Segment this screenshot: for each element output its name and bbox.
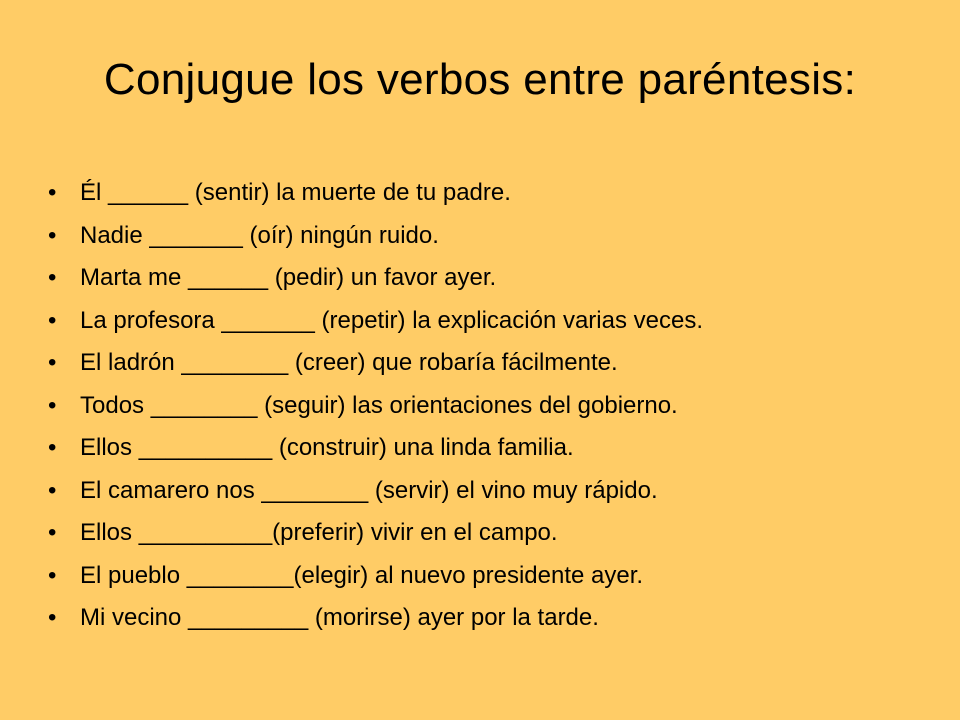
bullet-icon: •	[48, 604, 57, 631]
bullet-icon: •	[48, 179, 57, 206]
list-item	[48, 433, 928, 463]
bullet-icon: •	[48, 349, 57, 376]
list-item	[48, 476, 928, 506]
bullet-icon: •	[48, 561, 57, 589]
sentence-text: El pueblo ________(elegir) al nuevo presidente ayer.	[80, 561, 644, 589]
list-item	[48, 561, 928, 591]
sentence-text: El ladrón ________ (creer) que robaría fácilmente.	[80, 349, 618, 376]
bullet-icon: •	[48, 221, 57, 249]
list-item	[48, 306, 928, 336]
list-item	[48, 391, 928, 421]
slide-title: Conjugue los verbos entre paréntesis:	[103, 55, 857, 104]
sentence-text: Ellos __________(preferir) vivir en el campo.	[80, 519, 558, 546]
exercise-list	[48, 178, 928, 646]
bullet-icon: •	[48, 391, 57, 419]
list-item	[48, 348, 928, 378]
sentence-text: El camarero nos ________ (servir) el vino muy rápido.	[80, 476, 658, 504]
list-item	[48, 518, 928, 548]
list-item	[48, 178, 928, 208]
sentence-text: Marta me ______ (pedir) un favor ayer.	[80, 264, 497, 291]
sentence-text: Ellos __________ (construir) una linda familia.	[80, 434, 574, 461]
bullet-icon: •	[48, 519, 57, 546]
list-item	[48, 263, 928, 293]
bullet-icon: •	[48, 434, 57, 461]
bullet-icon: •	[48, 264, 57, 291]
sentence-text: La profesora _______ (repetir) la explicación varias veces.	[80, 306, 704, 334]
bullet-icon: •	[48, 476, 57, 504]
sentence-text: Él ______ (sentir) la muerte de tu padre.	[80, 179, 511, 206]
sentence-text: Todos ________ (seguir) las orientaciones del gobierno.	[80, 391, 678, 419]
bullet-icon: •	[48, 306, 57, 334]
list-item	[48, 221, 928, 251]
list-item	[48, 603, 928, 633]
sentence-text: Nadie _______ (oír) ningún ruido.	[80, 221, 439, 249]
sentence-text: Mi vecino _________ (morirse) ayer por la tarde.	[80, 604, 599, 631]
